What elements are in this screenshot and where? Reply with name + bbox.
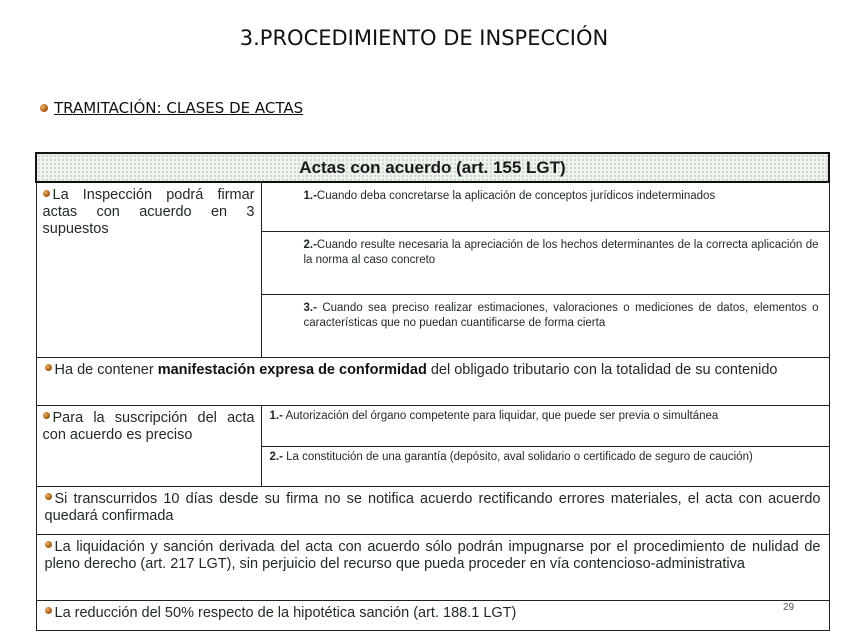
impugnacion-cell <box>36 534 829 600</box>
section-heading-text: TRAMITACIÓN: CLASES DE ACTAS <box>54 99 304 117</box>
confirmacion-cell <box>36 486 829 534</box>
item-number: 3.- <box>303 301 317 314</box>
item-text: Cuando sea preciso realizar estimaciones, valoraciones o mediciones de datos, elementos o características que no puedan cuantificarse de forma cierta <box>303 301 819 329</box>
table-row <box>36 405 829 446</box>
bullet-icon <box>45 364 52 371</box>
bullet-icon <box>45 541 52 548</box>
suscripcion-text: Para la suscripción del acta con acuerdo es preciso <box>42 409 255 443</box>
supuesto-3 <box>261 294 829 357</box>
table-row <box>36 182 829 231</box>
item-number: 1.- <box>269 409 283 422</box>
conformidad-text-bold: manifestación expresa de conformidad <box>157 361 427 378</box>
slide-title: 3.PROCEDIMIENTO DE INSPECCIÓN <box>239 26 609 50</box>
item-text: Autorización del órgano competente para liquidar, que puede ser previa o simultánea <box>282 409 719 422</box>
supuesto-1 <box>261 182 829 231</box>
bullet-icon <box>40 104 48 112</box>
confirmacion-text: Si transcurridos 10 días desde su firma no se notifica acuerdo rectificando errores materiales, el acta con acuerdo quedará confirmada <box>44 490 821 524</box>
table-row <box>36 534 829 600</box>
bullet-icon <box>43 190 50 197</box>
table-header-row <box>36 153 829 182</box>
requisito-1 <box>261 405 829 446</box>
conformidad-cell <box>36 357 829 405</box>
reduccion-cell <box>36 600 829 630</box>
item-text: Cuando deba concretarse la aplicación de conceptos jurídicos indeterminados <box>316 190 716 202</box>
item-text: Cuando resulte necesaria la apreciación de los hechos determinantes de la correcta aplicación de la norma al caso concreto <box>303 238 819 266</box>
impugnacion-text: La liquidación y sanción derivada del acta con acuerdo sólo podrán impugnarse por el procedimiento de nulidad de pleno derecho (art. 217 LGT), sin perjuicio del recurso que pueda proceder en vía contencioso-administrativa <box>44 538 821 572</box>
table-row <box>36 600 829 630</box>
item-number: 2.- <box>269 450 283 463</box>
table-header: Actas con acuerdo (art. 155 LGT) <box>36 153 829 182</box>
item-text: La constitución de una garantía (depósito, aval solidario o certificado de seguro de caución) <box>282 450 753 463</box>
actas-table <box>35 152 830 631</box>
bullet-icon <box>43 412 50 419</box>
supuestos-cell <box>36 182 261 357</box>
table-row <box>36 486 829 534</box>
conformidad-text-before: Ha de contener <box>54 361 158 378</box>
section-heading <box>40 99 303 117</box>
page-number: 29 <box>783 602 795 613</box>
supuestos-text: La Inspección podrá firmar actas con acuerdo en 3 supuestos <box>42 187 255 237</box>
item-number: 2.- <box>303 238 317 251</box>
table-row <box>36 357 829 405</box>
supuesto-2 <box>261 231 829 294</box>
bullet-icon <box>45 493 52 500</box>
bullet-icon <box>45 607 52 614</box>
conformidad-text-after: del obligado tributario con la totalidad de su contenido <box>426 361 778 378</box>
reduccion-text: La reducción del 50% respecto de la hipotética sanción (art. 188.1 LGT) <box>54 604 517 621</box>
suscripcion-cell <box>36 405 261 486</box>
requisito-2 <box>261 446 829 486</box>
item-number: 1.- <box>303 190 317 202</box>
